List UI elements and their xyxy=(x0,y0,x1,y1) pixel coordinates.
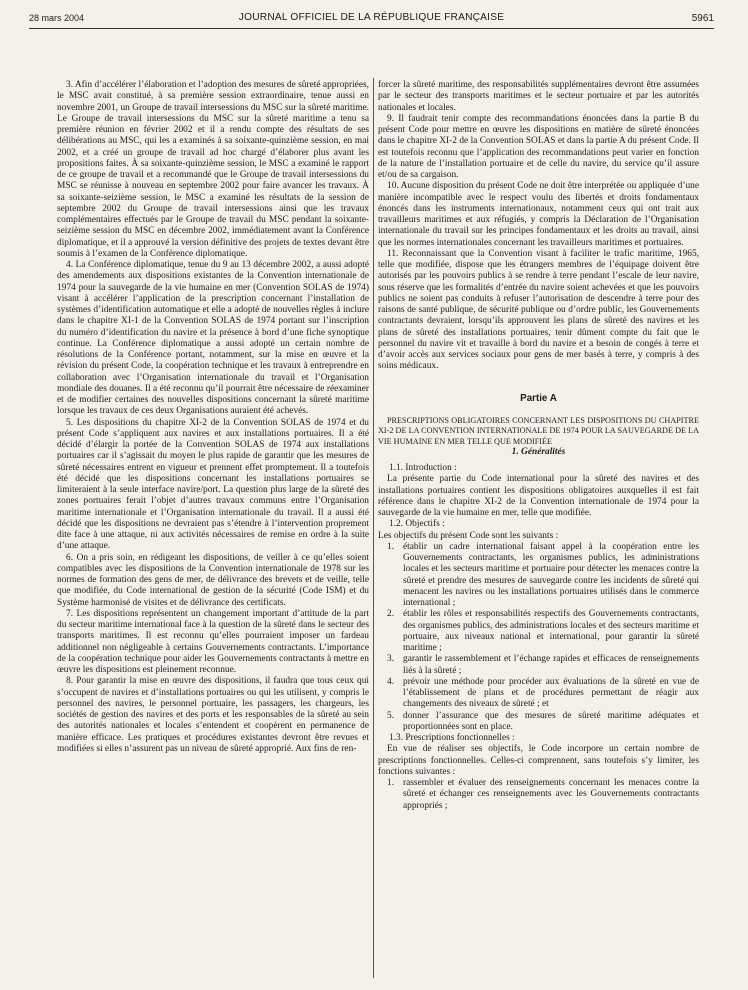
paragraph-7: 7. Les dispositions représentent un changement important d’attitude de la part du secteur maritime international face à la question de la sûreté dans le secteur des transports maritimes. Il est reconnu qu’elles pourraient imposer un fardeau additionnel non négligeable à certains Gouvernements contractants. L’importance de la coopération technique pour aider les Gouvernements contractants à mettre en œuvre les dispositions est pleinement reconnue. xyxy=(57,608,369,675)
list-item: 3. garantir le rassemblement et l’échange rapides et efficaces de renseignements liés à la sûreté ; xyxy=(387,654,699,676)
left-column xyxy=(57,80,369,755)
list-item: 4. prévoir une méthode pour procéder aux évaluations de la sûreté en vue de l’établissement de plans et de procédures permettant de réagir aux changements des niveaux de sûreté ; et xyxy=(387,676,699,710)
list-item: 1. établir un cadre international faisant appel à la coopération entre les Gouvernements contractants, les organismes publics, les administrations locales et les secteurs maritime et portuaire pour détecter les menaces contre la sûreté et prendre des mesures de sauvegarde contre les incidents de sûreté qui menacent les navires ou les installations portuaires utilisés dans le commerce international ; xyxy=(387,541,699,609)
paragraph-10: 10. Aucune disposition du présent Code ne doit être interprétée ou appliquée d’une manière incompatible avec le respect voulu des libertés et droits fondamentaux énoncés dans les instruments internationaux, notamment ceux qui ont trait aux travailleurs maritimes et aux réfugiés, y compris la Déclaration de l’Organisation internationale du travail sur les principes fondamentaux et les droits au travail, ainsi que les normes internationales concernant les travailleurs maritimes et portuaires. xyxy=(378,181,699,248)
section-title: 1. Généralités xyxy=(511,446,566,457)
objectives-label: 1.2. Objectifs : xyxy=(389,519,445,530)
functions-list xyxy=(378,778,699,812)
functions-text: En vue de réaliser ses objectifs, le Code incorpore un certain nombre de prescriptions fonctionnelles. Celles-ci comprennent, sans toutefois s’y limiter, les fonctions suivantes : xyxy=(378,744,699,777)
intro-label: 1.1. Introduction : xyxy=(389,463,457,474)
intro-text: La présente partie du Code international pour la sûreté des navires et des installations portuaires contient les dispositions obligatoires auxquelles il est fait référence dans le chapitre XI-2 de la Convention internationale de 1974 pour la sauvegarde de la vie humaine en mer, telle que modifiée. xyxy=(378,474,699,519)
paragraph-4: 4. La Conférence diplomatique, tenue du 9 au 13 décembre 2002, a aussi adopté des amendements aux dispositions existantes de la Convention internationale de 1974 pour la sauvegarde de la vie humaine en mer (Convention SOLAS de 1974) visant à accélérer l’application de la prescription concernant l’installation de systèmes d’identification automatique et elle a adopté de nouvelles règles à inclure dans le chapitre XI-1 de la Convention SOLAS de 1974 portant sur l’inscription du numéro d’identification du navire et la présence à bord d’une fiche synoptique continue. La Conférence diplomatique a aussi adopté un certain nombre de résolutions de la Conférence portant, notamment, sur la mise en œuvre et la révision du présent Code, la coopération technique et les travaux à entreprendre en collaboration avec l’Organisation internationale du travail et l’Organisation mondiale des douanes. Il a été reconnu qu’il pourrait être nécessaire de réexaminer et de modifier certaines des nouvelles dispositions concernant la sûreté maritime lorsque les travaux de ces deux Organisations auraient été achevés. xyxy=(57,260,369,417)
prescriptions-heading: PRESCRIPTIONS OBLIGATOIRES CONCERNANT LES DISPOSITIONS DU CHAPITRE XI-2 DE LA CONVENTION INTERNATIONALE DE 1974 POUR LA SAUVEGARDE DE LA VIE HUMAINE EN MER TELLE QUE MODIFIÉE xyxy=(378,415,699,446)
paragraph-9: 9. Il faudrait tenir compte des recommandations énoncées dans la partie B du présent Code pour mettre en œuvre les dispositions en matière de sûreté énoncées dans le chapitre XI-2 de la Convention SOLAS et dans la partie A du présent Code. Il est toutefois reconnu que l’application des recommandations peut varier en fonction de la nature de l’installation portuaire et de celle du navire, du service qu’il assure et/ou de sa cargaison. xyxy=(378,113,699,180)
paragraph-6: 6. On a pris soin, en rédigeant les dispositions, de veiller à ce qu’elles soient compatibles avec les dispositions de la Convention internationale de 1978 sur les normes de formation des gens de mer, de délivrance des brevets et de veille, telle que modifiée, du Code international de gestion de la sécurité (Code ISM) et du Système harmonisé de visites et de délivrance des certificats. xyxy=(57,552,369,608)
header-rule xyxy=(29,28,714,29)
functions-label: 1.3. Prescriptions fonctionnelles : xyxy=(389,733,515,744)
paragraph-8: 8. Pour garantir la mise en œuvre des dispositions, il faudra que tous ceux qui s’occupent de navires et d’installations portuaires ou qui les utilisent, y compris le personnel des navires, le personnel portuaire, les passagers, les chargeurs, les sociétés de gestion des navires et des ports et les responsables de la sûreté au sein des autorités nationales et locales s’entendent et coopèrent en permanence de manière efficace. Les pratiques et procédures existantes devront être revues et modifiées si elles n’assurent pas un niveau de sûreté approprié. Aux fins de ren- xyxy=(57,676,369,754)
objectives-lead: Les objectifs du présent Code sont les suivants : xyxy=(378,530,559,541)
paragraph-3: 3. Afin d’accélérer l’élaboration et l’adoption des mesures de sûreté appropriées, le MSC avait constitué, à sa première session extraordinaire, tenue aussi en novembre 2001, un Groupe de travail intersessions du MSC sur la sûreté maritime. Le Groupe de travail intersessions du MSC sur la sûreté maritime a tenu sa première réunion en février 2002 et il a rendu compte des résultats de ses délibérations au MSC, qui les a examinés à sa soixante-quinzième session, en mai 2002, et a créé un groupe de travail ad hoc chargé d’élaborer plus avant les propositions faites. À sa soixante-quinzième session, le MSC a examiné le rapport de ce groupe de travail et a recommandé que le Groupe de travail intersessions du MSC se réunisse à nouveau en septembre 2002 pour faire avancer les travaux. À sa soixante-seizième session, le MSC a examiné les résultats de la session de septembre 2002 du Groupe de travail intersessions ainsi que les travaux complémentaires effectués par le Groupe de travail du MSC pendant la soixante-seizième session du MSC en décembre 2002, immédiatement avant la Conférence diplomatique, et il a approuvé la version définitive des projets de textes devant être soumis à l’examen de la Conférence diplomatique. xyxy=(57,80,369,259)
paragraph-11: 11. Reconnaissant que la Convention visant à faciliter le trafic maritime, 1965, telle que modifiée, dispose que les étrangers membres de l’équipage doivent être autorisés par les pouvoirs publics à se rendre à terre pendant l’escale de leur navire, sous réserve que les formalités d’entrée du navire soient achevées et que les pouvoirs publics ne soient pas conduits à refuser l’autorisation de descendre à terre pour des raisons de santé publique, de sécurité publique ou d’ordre public, les Gouvernements contractants devraient, lorsqu’ils approuvent les plans de sûreté des navires et les plans de sûreté des installations portuaires, tenir dûment compte du fait que le personnel du navire vit et travaille à bord du navire et a besoin de congés à terre et d’avoir accès aux services sociaux pour gens de mer basés à terre, y compris à des soins médicaux. xyxy=(378,248,699,372)
paragraph-8-continued: forcer la sûreté maritime, des responsabilités supplémentaires devront être assumées par le secteur des transports maritimes et le secteur portuaire et par les autorités nationales et locales. xyxy=(378,80,699,113)
column-divider xyxy=(373,78,374,978)
partie-title: Partie A xyxy=(520,392,557,404)
page-header xyxy=(29,10,714,26)
header-page-number: 5961 xyxy=(691,13,714,24)
list-item: 1. rassembler et évaluer des renseignements concernant les menaces contre la sûreté et échanger ces renseignements avec les Gouvernements contractants appropriés ; xyxy=(387,778,699,811)
right-column xyxy=(378,80,699,812)
objectives-list xyxy=(378,542,699,733)
header-date: 28 mars 2004 xyxy=(29,13,85,23)
list-item: 2. établir les rôles et responsabilités respectifs des Gouvernements contractants, des organismes publics, des administrations locales et des secteurs maritime et portuaire, aux niveaux national et international, pour garantir la sûreté maritime ; xyxy=(387,609,699,654)
paragraph-5: 5. Les dispositions du chapitre XI-2 de la Convention SOLAS de 1974 et du présent Code s’appliquent aux navires et aux installations portuaires. Il a été décidé d’élargir la portée de la Convention SOLAS de 1974 aux installations portuaires car il s’agissait du moyen le plus rapide de garantir que les mesures de sûreté nécessaires entrent en vigueur et prennent effet promptement. Il a toutefois été décidé que les dispositions concernant les installations portuaires se limiteraient à la seule interface navire/port. La question plus large de la sûreté des zones portuaires ferait l’objet d’autres travaux communs entre l’Organisation maritime internationale et l’Organisation internationale du travail. Il a aussi été décidé que les dispositions ne devraient pas s’étendre à l’intervention proprement dite face à une attaque, ni aux activités nécessaires de remise en ordre à la suite d’une attaque. xyxy=(57,417,369,552)
list-item: 5. donner l’assurance que des mesures de sûreté maritime adéquates et proportionnées sont en place. xyxy=(387,710,699,732)
header-title: JOURNAL OFFICIEL DE LA RÉPUBLIQUE FRANÇAISE xyxy=(238,12,505,23)
